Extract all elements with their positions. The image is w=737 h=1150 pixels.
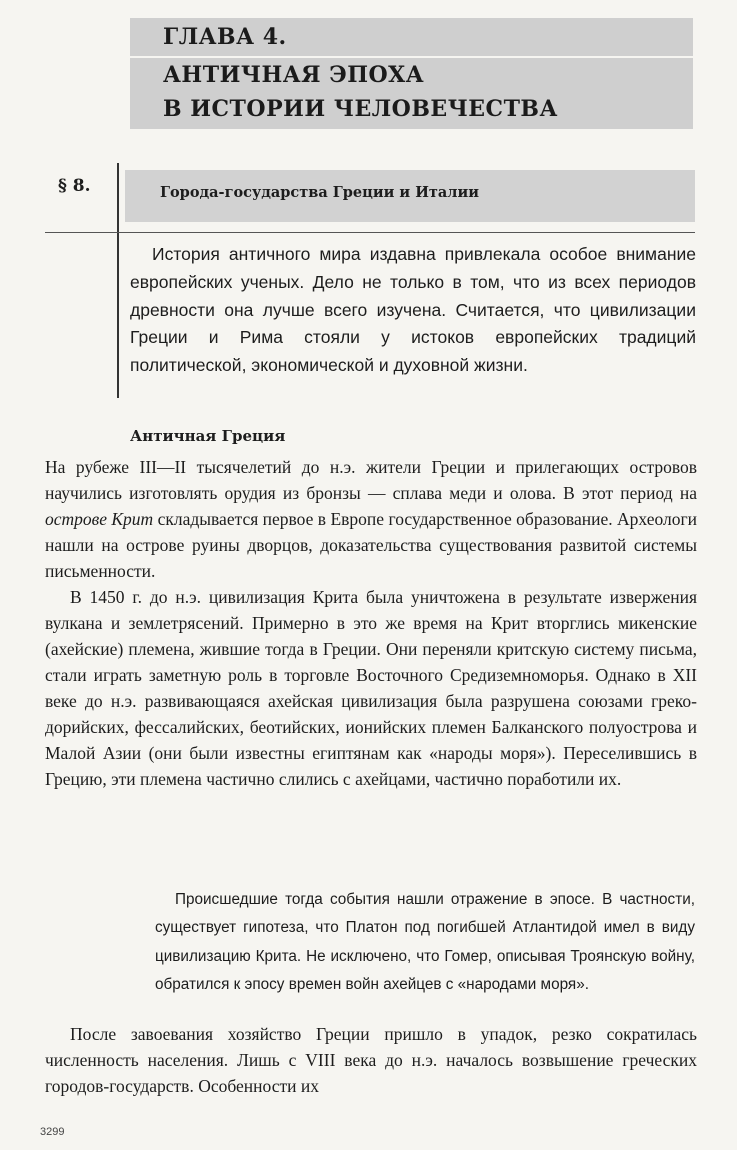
side-note [155, 886, 695, 999]
chapter-title-line-2: В ИСТОРИИ ЧЕЛОВЕЧЕСТВА [163, 96, 558, 122]
paragraph-1-text-a: На рубеже III—II тысячелетий до н.э. жители Греции и прилегающих островов научились изготовлять орудия из бронзы — сплава меди и олова. В этот период на [45, 457, 697, 503]
paragraph-1 [45, 454, 697, 584]
paragraph-1-text-b: складывается первое в Европе государственное образование. Археологи нашли на острове руины дворцов, доказательства существования развитой системы письменности. [45, 509, 697, 581]
main-text [45, 454, 697, 792]
paragraph-2: В 1450 г. до н.э. цивилизация Крита была уничтожена в результате извержения вулкана и землетрясений. Примерно в это же время на Крит вторглись микенские (ахейские) племена, жившие тогда в Греции. Они переняли критскую систему письма, стали играть заметную роль в торговле Восточного Средиземноморья. Однако в XII веке до н.э. развивающаяся ахейская цивилизация была разрушена союзами греко-дорийских, фессалийских, беотийских, ионийских племен Балканского полуострова и Малой Азии (они были известны египтянам как «народы моря»). Переселившись в Грецию, эти племена частично слились с ахейцами, частично поработили их. [45, 587, 697, 789]
section-number: § 8. [58, 176, 91, 196]
page-code: 3299 [40, 1126, 65, 1138]
intro-paragraph: История античного мира издавна привлекала особое внимание европейских ученых. Дело не только в том, что из всех периодов древности она лучше всего изучена. Считается, что цивилизации Греции и Рима стояли у истоков европейских традиций политической, экономической и духовной жизни. [130, 244, 696, 376]
chapter-number: ГЛАВА 4. [163, 24, 287, 50]
paragraph-3: После завоевания хозяйство Греции пришло в упадок, резко сократилась численность населения. Лишь с VIII века до н.э. началось возвышение греческих городов-государств. Особенности их [45, 1024, 697, 1096]
closing-text [45, 1021, 697, 1099]
emphasis-crete: острове Крит [45, 509, 154, 529]
intro-text [130, 241, 696, 380]
subheading: Античная Греция [130, 427, 286, 445]
section-vertical-rule [117, 163, 119, 398]
chapter-title-line-1: АНТИЧНАЯ ЭПОХА [163, 62, 425, 88]
section-horizontal-rule [45, 232, 695, 233]
side-note-paragraph: Происшедшие тогда события нашли отражение в эпосе. В частности, существует гипотеза, что Платон под погибшей Атлантидой имел в виду цивилизацию Крита. Не исключено, что Гомер, описывая Троянскую войну, обратился к эпосу времен войн ахейцев с «народами моря». [155, 891, 695, 993]
section-title: Города-государства Греции и Италии [160, 184, 480, 201]
